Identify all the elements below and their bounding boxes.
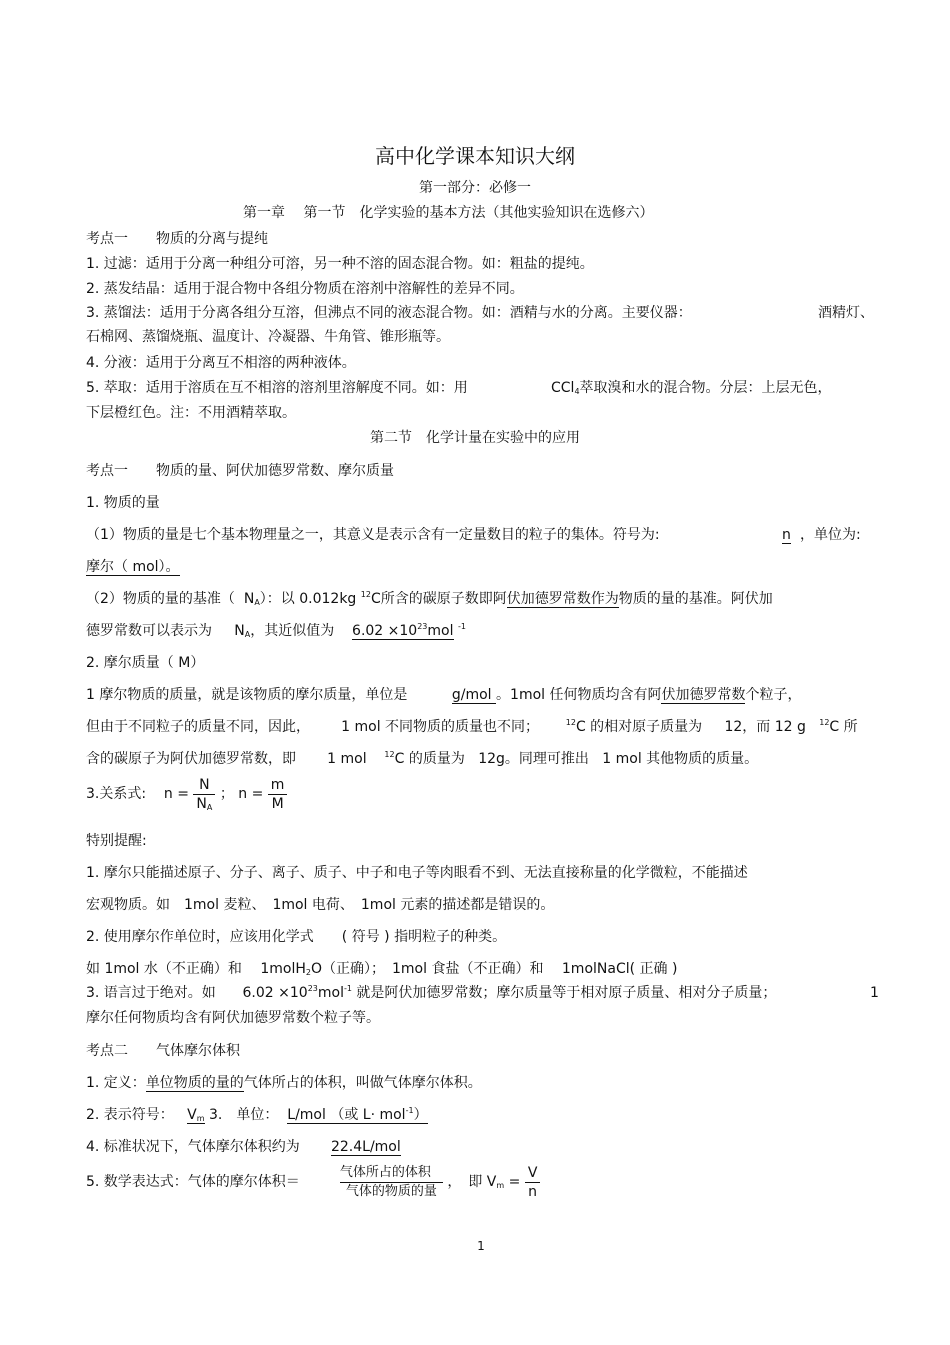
paragraph: 酒精灯、: [818, 305, 874, 321]
paragraph: 1. 摩尔只能描述原子、分子、离子、质子、中子和电子等肉眼看不到、无法直接称量的化学微粒，不能描述: [86, 865, 748, 881]
paragraph: 宏观物质。如 1mol 麦粒、 1mol 电荷、 1mol 元素的描述都是错误的。: [86, 897, 555, 913]
fraction: $\frac{N}{N_A}$: [193, 776, 215, 813]
paragraph: 下层橙红色。注：不用酒精萃取。: [86, 405, 296, 421]
paragraph: 4. 分液：适用于分离互不相溶的两种液体。: [86, 355, 356, 371]
paragraph: 含的碳原子为阿伏加德罗常数，即 1 mol $^{12}$C 的质量为 12g。同理可推出 1 mol 其他物质的质量。: [86, 750, 759, 767]
kaodian-heading: 考点一 物质的量、阿伏加德罗常数、摩尔质量: [86, 463, 394, 479]
paragraph: CCl$_4$萃取溴和水的混合物。分层：上层无色，: [551, 380, 832, 396]
paragraph: 2. 表示符号： $V_m$ 3. 单位： L/mol （或 L· mol$^{-1}$）: [86, 1106, 428, 1123]
paragraph: 5. 萃取：适用于溶质在互不相溶的溶剂里溶解度不同。如：用: [86, 380, 468, 396]
paragraph: 石棉网、蒸馏烧瓶、温度计、冷凝器、牛角管、锥形瓶等。: [86, 329, 450, 345]
fraction: $\frac{m}{M}$: [268, 776, 288, 813]
fraction: $\frac{V}{n}$: [525, 1164, 541, 1201]
paragraph: 3. 蒸馏法：适用于分离各组分互溶，但沸点不同的液态混合物。如：酒精与水的分离。主要仪器：: [86, 305, 692, 321]
paragraph: 如 1mol 水（不正确）和 1molH$_2$O（正确）； 1mol 食盐（不正确）和 1molNaCl( 正确 ): [86, 961, 678, 977]
kaodian-heading: 考点二 气体摩尔体积: [86, 1043, 240, 1059]
part-heading: 第一部分：必修一: [419, 180, 531, 196]
subheading: 2. 摩尔质量（ M）: [86, 655, 205, 671]
paragraph: 但由于不同粒子的质量不同，因此， 1 mol 不同物质的质量也不同； $^{12}$C 的相对原子质量为 12，而 12 g $^{12}$C 所: [86, 718, 858, 735]
relation-formula: 3.关系式: n = $\frac{N}{N_A}$ ； n = $\frac{m}{M}$: [86, 774, 287, 814]
paragraph: （2）物质的量的基准（ $N_A$）：以 0.012kg $^{12}$C所含的碳原子数即阿伏加德罗常数作为物质的量的基准。阿伏加: [86, 590, 773, 607]
paragraph: 1. 定义：单位物质的量的气体所占的体积，叫做气体摩尔体积。: [86, 1075, 482, 1091]
fraction: $\frac{\text{气体所占的体积}}{\text{气体的物质的量}}$: [340, 1164, 443, 1201]
paragraph: 德罗常数可以表示为 $N_A$，其近似值为 $6.02 \times 10^{23}mol$ $^{-1}$: [86, 622, 466, 639]
paragraph: 1. 过滤：适用于分离一种组分可溶，另一种不溶的固态混合物。如：粗盐的提纯。: [86, 256, 594, 272]
paragraph: 1: [870, 985, 879, 1001]
paragraph: ，单位为:: [800, 527, 861, 543]
paragraph: 3. 语言过于绝对。如 $6.02 \times 10^{23}mol^{-1}$ 就是阿伏加德罗常数；摩尔质量等于相对原子质量、相对分子质量；: [86, 984, 777, 1001]
chapter-heading: 第一章 第一节 化学实验的基本方法（其他实验知识在选修六）: [243, 205, 654, 221]
section-heading: 第二节 化学计量在实验中的应用: [370, 430, 580, 446]
page-number: 1: [477, 1239, 485, 1253]
answer-blank: n: [782, 527, 791, 543]
subheading: 1. 物质的量: [86, 495, 160, 511]
gas-formula: 5. 数学表达式：气体的摩尔体积＝ $\frac{\text{气体所占的体积}}{\text{气体的物质的量}}$ ， 即 $V_m$ = $\frac{V}{n}$: [86, 1160, 540, 1204]
paragraph: 4. 标准状况下，气体摩尔体积约为 22.4L/mol: [86, 1139, 401, 1155]
kaodian-heading: 考点一 物质的分离与提纯: [86, 231, 268, 247]
paragraph: 摩尔任何物质均含有阿伏加德罗常数个粒子等。: [86, 1010, 380, 1026]
paragraph: 1 摩尔物质的质量，就是该物质的摩尔质量，单位是 g/mol 。1mol 任何物质均含有阿伏加德罗常数个粒子，: [86, 687, 802, 703]
subheading: 特别提醒:: [86, 833, 147, 849]
paragraph: 2. 蒸发结晶：适用于混合物中各组分物质在溶剂中溶解性的差异不同。: [86, 281, 524, 297]
answer-blank: 摩尔（ mol）。: [86, 559, 180, 575]
page-title: 高中化学课本知识大纲: [375, 144, 575, 168]
paragraph: （1）物质的量是七个基本物理量之一，其意义是表示含有一定量数目的粒子的集体。符号为:: [86, 527, 660, 543]
paragraph: 2. 使用摩尔作单位时，应该用化学式 ( 符号 ) 指明粒子的种类。: [86, 929, 507, 945]
